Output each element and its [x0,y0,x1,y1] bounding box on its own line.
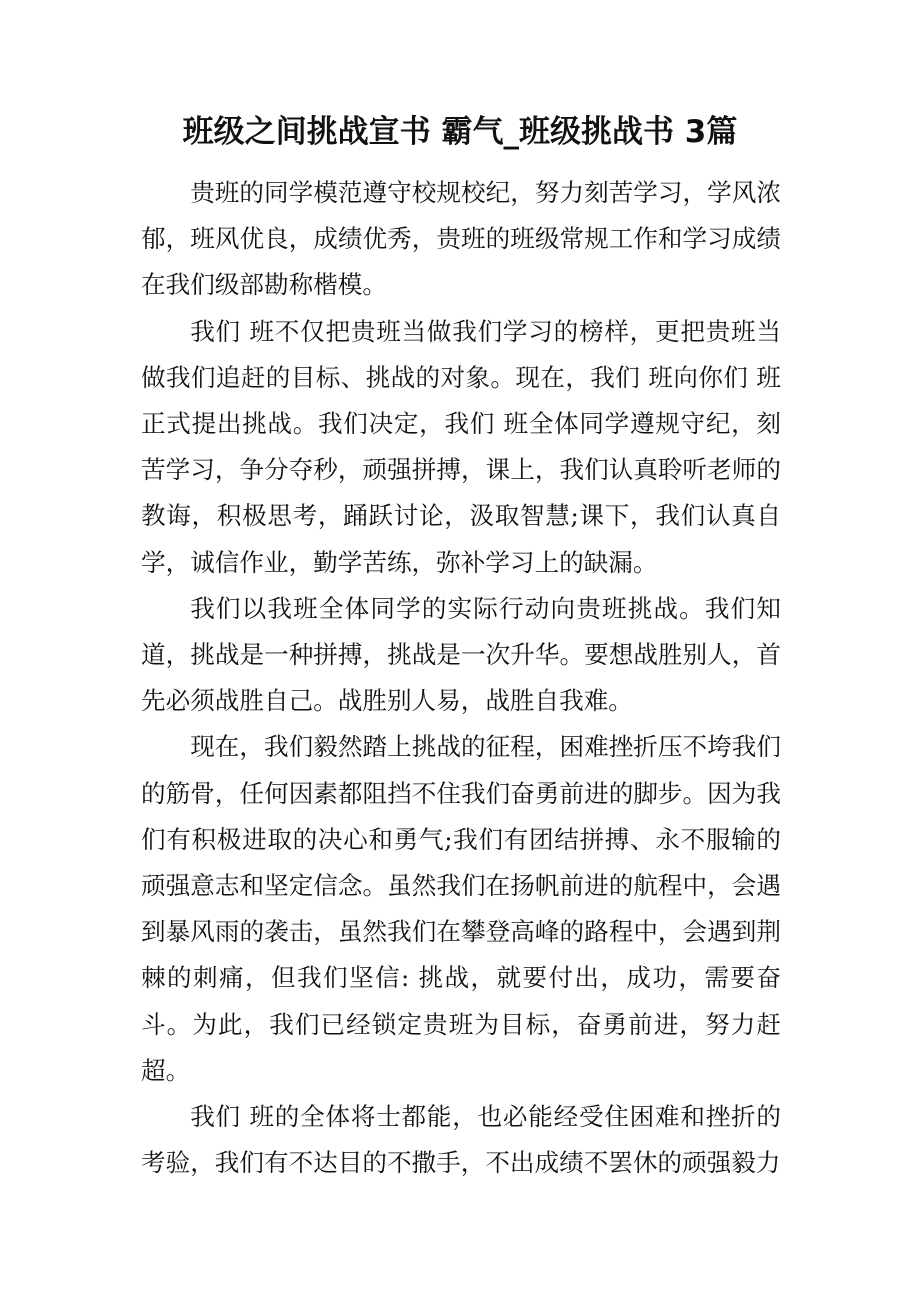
paragraph-4: 现在，我们毅然踏上挑战的征程，困难挫折压不垮我们的筋骨，任何因素都阻挡不住我们奋勇前进的脚步。因为我们有积极进取的决心和勇气;我们有团结拼搏、永不服输的顽强意志和坚定信念。虽然我们在扬帆前进的航程中，会遇到暴风雨的袭击，虽然我们在攀登高峰的路程中，会遇到荆棘的刺痛，但我们坚信: 挑战，就要付出，成功，需要奋斗。为此，我们已经锁定贵班为目标，奋勇前进，努力赶超。 [141,732,781,1085]
document-body [141,170,781,1186]
paragraph-5: 我们 班的全体将士都能，也必能经受住困难和挫折的考验，我们有不达目的不撒手，不出成绩不罢休的顽强毅力 [141,1102,781,1178]
paragraph-2: 我们 班不仅把贵班当做我们学习的榜样，更把贵班当做我们追赶的目标、挑战的对象。现在，我们 班向你们 班正式提出挑战。我们决定，我们 班全体同学遵规守纪，刻苦学习，争分夺秒，顽强拼搏，课上，我们认真聆听老师的教诲，积极思考，踊跃讨论，汲取智慧;课下，我们认真自学，诚信作业，勤学苦练，弥补学习上的缺漏。 [141,316,781,577]
document-title: 班级之间挑战宣书 霸气_班级挑战书 3篇 [182,114,738,150]
paragraph-3: 我们以我班全体同学的实际行动向贵班挑战。我们知道，挑战是一种拼搏，挑战是一次升华。要想战胜别人，首先必须战胜自己。战胜别人易，战胜自我难。 [141,593,781,716]
paragraph-1: 贵班的同学模范遵守校规校纪，努力刻苦学习，学风浓郁，班风优良，成绩优秀，贵班的班级常规工作和学习成绩在我们级部勘称楷模。 [141,178,781,300]
